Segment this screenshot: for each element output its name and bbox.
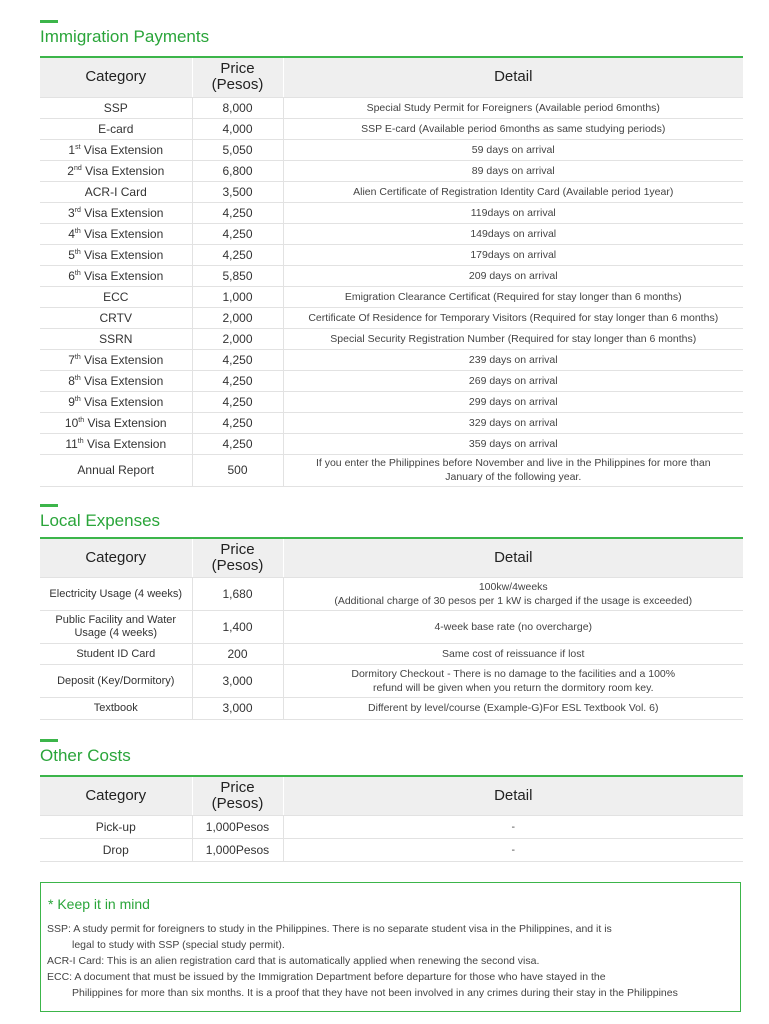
cell-price: 1,000 <box>192 286 283 307</box>
note-ecc-line1: ECC: A document that must be issued by the Immigration Department before departure for those who have stayed in the <box>47 971 606 983</box>
table-row <box>40 433 743 454</box>
ordinal-suffix: rd <box>74 206 81 214</box>
cell-price: 200 <box>192 643 283 664</box>
cell-category: ECC <box>40 286 192 307</box>
note-ecc <box>47 969 678 1001</box>
category-label: Visa Extension <box>84 226 164 241</box>
cell-price: 1,000Pesos <box>192 815 283 838</box>
header-price: Price (Pesos) <box>192 58 283 97</box>
table-row <box>40 349 743 370</box>
ordinal-number: 10 <box>64 415 79 430</box>
cell-price: 4,250 <box>192 244 283 265</box>
section-accent-bar <box>40 20 58 23</box>
table-row <box>40 370 743 391</box>
table-row <box>40 643 743 664</box>
cell-price: 6,800 <box>192 160 283 181</box>
cell-price: 3,000 <box>192 664 283 697</box>
ordinal-number: 9 <box>68 394 75 409</box>
cell-detail: SSP E-card (Available period 6months as same studying periods) <box>283 118 743 139</box>
cell-category <box>40 391 192 412</box>
cell-detail: Alien Certificate of Registration Identity Card (Available period 1year) <box>283 181 743 202</box>
section-accent-bar <box>40 739 58 742</box>
section-accent-bar <box>40 504 58 507</box>
category-label: Visa Extension <box>85 163 165 178</box>
cell-detail: 4-week base rate (no overcharge) <box>283 610 743 643</box>
category-label: Visa Extension <box>83 142 164 157</box>
cell-category <box>40 223 192 244</box>
section-title: Local Expenses <box>40 511 161 530</box>
table-header-row <box>40 777 743 815</box>
cell-detail: 59 days on arrival <box>283 139 743 160</box>
header-detail: Detail <box>283 539 743 577</box>
cell-price: 4,250 <box>192 391 283 412</box>
category-label: Visa Extension <box>87 415 167 430</box>
cell-detail: 299 days on arrival <box>283 391 743 412</box>
cell-price: 2,000 <box>192 328 283 349</box>
cell-detail: Dormitory Checkout - There is no damage to the facilities and a 100% refund will be given when you return the dormitory room key. <box>283 664 743 697</box>
cell-detail: 329 days on arrival <box>283 412 743 433</box>
local-expenses-table <box>40 539 743 720</box>
ordinal-suffix: th <box>77 437 84 445</box>
cell-price: 1,000Pesos <box>192 838 283 861</box>
cell-price: 3,500 <box>192 181 283 202</box>
ordinal-number: 6 <box>68 268 75 283</box>
ordinal-number: 3 <box>68 205 75 220</box>
cell-category: Textbook <box>40 697 192 719</box>
note-acr-line1: ACR-I Card: This is an alien registration card that is automatically applied when renewing the second visa. <box>47 955 540 967</box>
note-ssp <box>47 921 612 953</box>
cell-category: Public Facility and Water Usage (4 weeks) <box>40 610 192 643</box>
ordinal-number: 7 <box>68 352 75 367</box>
table-row <box>40 454 743 486</box>
table-row <box>40 697 743 719</box>
header-price: Price (Pesos) <box>192 539 283 577</box>
header-category: Category <box>40 58 192 97</box>
cell-detail: 359 days on arrival <box>283 433 743 454</box>
cell-price: 3,000 <box>192 697 283 719</box>
cell-price: 1,680 <box>192 577 283 610</box>
cell-detail: 179days on arrival <box>283 244 743 265</box>
cell-category: Drop <box>40 838 192 861</box>
ordinal-number: 2 <box>67 163 74 178</box>
other-costs-table <box>40 777 743 862</box>
cell-detail: Certificate Of Residence for Temporary Visitors (Required for stay longer than 6 months) <box>283 307 743 328</box>
cell-price: 4,250 <box>192 433 283 454</box>
table-row <box>40 815 743 838</box>
cell-detail: Special Security Registration Number (Required for stay longer than 6 months) <box>283 328 743 349</box>
cell-detail: 239 days on arrival <box>283 349 743 370</box>
table-row <box>40 244 743 265</box>
cell-category <box>40 349 192 370</box>
note-ssp-line2: legal to study with SSP (special study permit). <box>72 939 285 951</box>
section-title: Other Costs <box>40 746 131 765</box>
cell-detail: 269 days on arrival <box>283 370 743 391</box>
cell-price: 8,000 <box>192 97 283 118</box>
cell-price: 1,400 <box>192 610 283 643</box>
ordinal-suffix: st <box>75 143 81 151</box>
table-row <box>40 265 743 286</box>
table-row <box>40 664 743 697</box>
ordinal-suffix: th <box>74 395 81 403</box>
header-detail: Detail <box>283 777 743 815</box>
category-label: Visa Extension <box>84 352 164 367</box>
ordinal-suffix: th <box>74 353 81 361</box>
table-row <box>40 577 743 610</box>
header-detail: Detail <box>283 58 743 97</box>
cell-category: Student ID Card <box>40 643 192 664</box>
table-header-row <box>40 539 743 577</box>
cell-category: SSP <box>40 97 192 118</box>
cell-price: 4,250 <box>192 349 283 370</box>
table-row <box>40 391 743 412</box>
keep-in-mind-title: * Keep it in mind <box>48 896 150 912</box>
table-row <box>40 97 743 118</box>
cell-category <box>40 265 192 286</box>
cell-category: Annual Report <box>40 454 192 486</box>
cell-price: 5,050 <box>192 139 283 160</box>
category-label: Visa Extension <box>86 436 167 451</box>
ordinal-suffix: th <box>74 227 81 235</box>
table-row <box>40 286 743 307</box>
ordinal-number: 1 <box>68 142 76 157</box>
cell-price: 4,250 <box>192 202 283 223</box>
keep-in-mind-box <box>40 882 741 1012</box>
cell-price: 500 <box>192 454 283 486</box>
table-row <box>40 412 743 433</box>
note-ssp-line1: SSP: A study permit for foreigners to study in the Philippines. There is no separate student visa in the Philippines, and it is <box>47 923 612 935</box>
header-category: Category <box>40 777 192 815</box>
category-label: Visa Extension <box>84 373 164 388</box>
header-category: Category <box>40 539 192 577</box>
cell-price: 4,250 <box>192 412 283 433</box>
cell-price: 4,000 <box>192 118 283 139</box>
cell-category <box>40 433 192 454</box>
table-row <box>40 160 743 181</box>
cell-detail: Different by level/course (Example-G)For ESL Textbook Vol. 6) <box>283 697 743 719</box>
table-row <box>40 838 743 861</box>
cell-category: SSRN <box>40 328 192 349</box>
immigration-table <box>40 58 743 487</box>
ordinal-number: 8 <box>68 373 75 388</box>
cell-detail: - <box>283 838 743 861</box>
ordinal-suffix: th <box>78 416 85 424</box>
cell-price: 5,850 <box>192 265 283 286</box>
cell-detail: 119days on arrival <box>283 202 743 223</box>
cell-category <box>40 244 192 265</box>
table-row <box>40 118 743 139</box>
cell-category: Pick-up <box>40 815 192 838</box>
cell-category: CRTV <box>40 307 192 328</box>
cell-detail: 149days on arrival <box>283 223 743 244</box>
cell-category <box>40 139 192 160</box>
cell-category: Electricity Usage (4 weeks) <box>40 577 192 610</box>
table-row <box>40 202 743 223</box>
cell-category <box>40 370 192 391</box>
cell-detail: - <box>283 815 743 838</box>
cell-category <box>40 160 192 181</box>
cell-price: 4,250 <box>192 223 283 244</box>
ordinal-number: 4 <box>68 226 75 241</box>
category-label: Visa Extension <box>84 268 164 283</box>
cell-price: 4,250 <box>192 370 283 391</box>
table-row <box>40 307 743 328</box>
ordinal-suffix: nd <box>73 164 82 172</box>
cell-category: Deposit (Key/Dormitory) <box>40 664 192 697</box>
header-price: Price (Pesos) <box>192 777 283 815</box>
ordinal-number: 5 <box>68 247 75 262</box>
ordinal-suffix: th <box>74 248 81 256</box>
cell-detail: 209 days on arrival <box>283 265 743 286</box>
cell-detail: If you enter the Philippines before November and live in the Philippines for more than January of the following year. <box>283 454 743 486</box>
cell-price: 2,000 <box>192 307 283 328</box>
cell-detail: Same cost of reissuance if lost <box>283 643 743 664</box>
category-label: Visa Extension <box>84 394 164 409</box>
ordinal-suffix: th <box>74 269 81 277</box>
table-row <box>40 610 743 643</box>
table-header-row <box>40 58 743 97</box>
cell-detail: 89 days on arrival <box>283 160 743 181</box>
cell-category: E-card <box>40 118 192 139</box>
table-row <box>40 328 743 349</box>
table-row <box>40 139 743 160</box>
cell-category: ACR-I Card <box>40 181 192 202</box>
table-row <box>40 223 743 244</box>
ordinal-suffix: th <box>74 374 81 382</box>
table-row <box>40 181 743 202</box>
section-title: Immigration Payments <box>40 27 210 46</box>
cell-detail: Special Study Permit for Foreigners (Available period 6months) <box>283 97 743 118</box>
cell-detail: Emigration Clearance Certificat (Required for stay longer than 6 months) <box>283 286 743 307</box>
note-acr <box>47 953 539 969</box>
cell-category <box>40 412 192 433</box>
cell-detail: 100kw/4weeks (Additional charge of 30 pesos per 1 kW is charged if the usage is exceeded) <box>283 577 743 610</box>
ordinal-number: 11 <box>65 436 78 451</box>
category-label: Visa Extension <box>84 205 164 220</box>
category-label: Visa Extension <box>84 247 164 262</box>
cell-category <box>40 202 192 223</box>
note-ecc-line2: Philippines for more than six months. It is a proof that they have not been involved in any crimes during their stay in the Philippines <box>72 987 678 999</box>
